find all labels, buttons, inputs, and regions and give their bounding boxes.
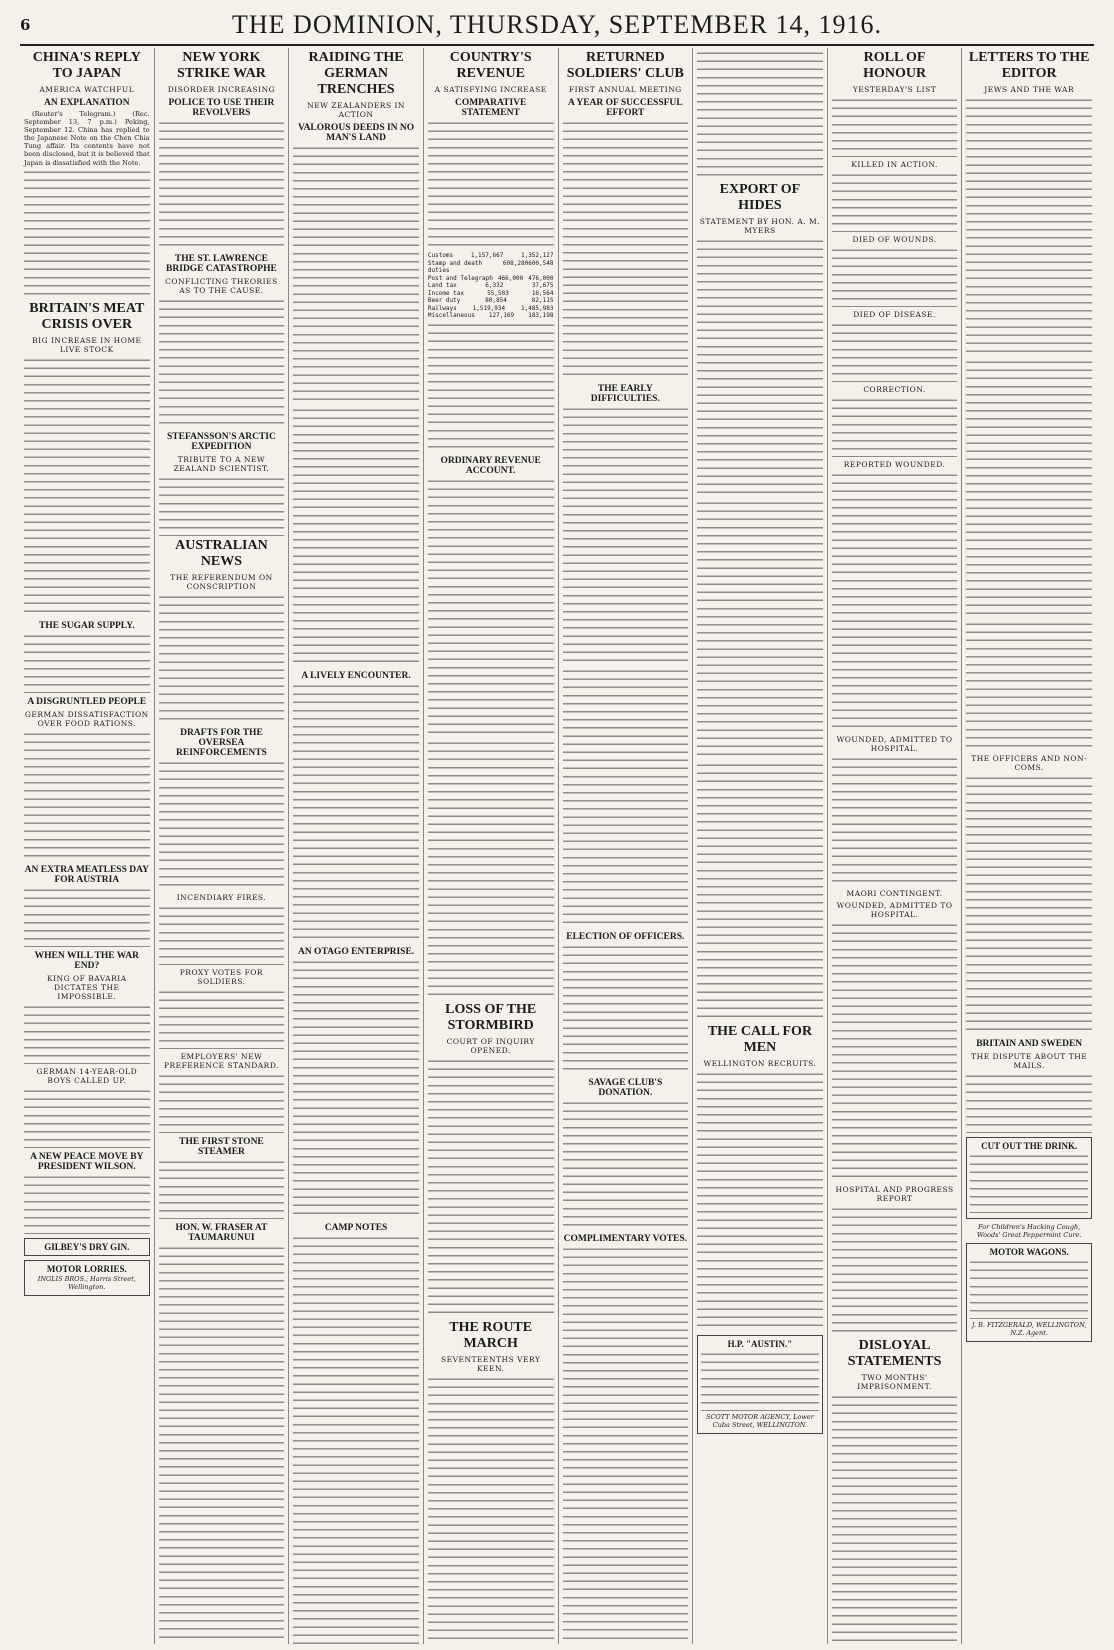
article-text <box>24 887 150 947</box>
sub-strike-1: DISORDER INCREASING <box>167 85 276 94</box>
article-text <box>697 1071 823 1331</box>
article-text <box>159 594 285 724</box>
article-text <box>563 120 689 380</box>
column-2 <box>155 48 290 1644</box>
sub-proxy: PROXY VOTES FOR SOLDIERS. <box>179 968 264 986</box>
article-text <box>563 406 689 666</box>
article-text <box>428 1058 554 1318</box>
sub-bridge: CONFLICTING THEORIES AS TO THE CAUSE. <box>165 277 278 295</box>
article-text <box>293 683 419 943</box>
article-text <box>159 905 285 965</box>
headline-fraser: HON. W. FRASER AT TAUMARUNUI <box>175 1223 268 1243</box>
table-row: Post and Telegraph 466,000 476,000 <box>427 274 554 282</box>
sub-mails: THE DISPUTE ABOUT THE MAILS. <box>971 1052 1088 1070</box>
article-text <box>832 472 958 732</box>
article-text <box>159 298 285 428</box>
headline-war-end: WHEN WILL THE WAR END? <box>34 950 139 971</box>
article-text <box>159 476 285 536</box>
headline-strike: NEW YORK STRIKE WAR <box>177 50 266 81</box>
article-text <box>832 172 958 232</box>
table-row: Customs 1,157,667 1,352,127 <box>427 252 554 259</box>
article-text <box>24 1088 150 1148</box>
article-text <box>832 97 958 157</box>
column-5 <box>559 48 694 1644</box>
headline-raid: RAIDING THE GERMAN TRENCHES <box>308 50 404 97</box>
sub-revenue-2: COMPARATIVE STATEMENT <box>454 98 527 118</box>
sub-war-end: KING OF BAVARIA DICTATES THE IMPOSSIBLE. <box>46 973 127 1001</box>
sub-savage: SAVAGE CLUB'S DONATION. <box>588 1078 663 1098</box>
sub-officers: THE OFFICERS AND NON-COMS. <box>971 754 1088 772</box>
headline-route: THE ROUTE MARCH <box>449 1319 533 1351</box>
sub-germany: GERMAN DISSATISFACTION OVER FOOD RATIONS. <box>24 709 149 728</box>
article-china: (Reuter's Telegram.) (Rec. September 13, 7 p.m.) Peking, September 12. China has replied to the Japanese Note on the Chen Chia Tung affair. Its contents have not been disclosed, but it is believed that Japan is dissatisfied with the Note. <box>24 110 150 167</box>
article-text <box>24 1174 150 1234</box>
article-text <box>832 756 958 886</box>
section-died-disease: DIED OF DISEASE. <box>853 310 936 319</box>
ad-gilbeys: GILBEY'S DRY GIN. <box>24 1238 150 1256</box>
sub-hides: STATEMENT BY HON. A. M. MYERS <box>699 217 821 235</box>
sub-route: SEVENTEENTHS VERY KEEN. <box>440 1354 541 1373</box>
ad-cough: For Children's Hacking Cough, Woods' Great Peppermint Cure. <box>976 1223 1082 1239</box>
table-row: Beer duty 80,854 82,115 <box>427 297 554 304</box>
article-text <box>832 397 958 457</box>
article-text <box>428 322 554 452</box>
article-text <box>966 621 1092 751</box>
headline-australian: AUSTRALIAN NEWS <box>175 538 268 569</box>
headline-hides: EXPORT OF HIDES <box>719 182 801 213</box>
ad-wagons: MOTOR WAGONS. J. B. FITZGERALD, WELLINGTON, N.Z. Agent. <box>966 1243 1092 1342</box>
article-text <box>966 97 1092 357</box>
article-text <box>563 1100 689 1230</box>
column-7 <box>828 48 963 1644</box>
sub-raid-1: NEW ZEALANDERS IN ACTION <box>307 101 405 119</box>
article-text <box>428 740 554 1000</box>
column-3 <box>289 48 424 1644</box>
article-text <box>24 357 150 617</box>
headline-stefansson: STEFANSSON'S ARCTIC EXPEDITION <box>167 432 276 452</box>
columns <box>20 48 1096 1644</box>
table-row: Stamp and death duties 608,280 600,548 <box>427 259 554 274</box>
article-text <box>832 1394 958 1644</box>
sub-encounter: A LIVELY ENCOUNTER. <box>301 671 411 681</box>
sub-call: WELLINGTON RECRUITS. <box>703 1059 817 1068</box>
article-text <box>697 762 823 1022</box>
headline-camp: CAMP NOTES <box>324 1223 388 1233</box>
page-number: 6 <box>20 16 31 34</box>
sub-employers: EMPLOYERS' NEW PREFERENCE STANDARD. <box>163 1052 279 1070</box>
column-8 <box>962 48 1096 1644</box>
article-text <box>293 959 419 1219</box>
article-text <box>428 478 554 738</box>
article-text <box>159 760 285 890</box>
article-text <box>24 169 150 299</box>
article-text <box>966 775 1092 1035</box>
article-text <box>832 1206 958 1336</box>
sub-meat: BIG INCREASE IN HOME LIVE STOCK <box>32 335 142 354</box>
section-wounded-hospital: WOUNDED, ADMITTED TO HOSPITAL. <box>836 735 953 753</box>
table-row: Miscellaneous 127,169 183,198 <box>427 312 554 319</box>
article-text <box>697 500 823 760</box>
headline-boys: GERMAN 14-YEAR-OLD BOYS CALLED UP. <box>36 1066 138 1085</box>
column-6 <box>693 48 828 1644</box>
article-text <box>159 1159 285 1219</box>
table-row: Land tax 6,332 37,675 <box>427 282 554 289</box>
table-row: Income tax 55,503 16,564 <box>427 289 554 297</box>
article-text <box>293 407 419 667</box>
sub-raid-2: VALOROUS DEEDS IN NO MAN'S LAND <box>297 123 415 143</box>
column-4 <box>424 48 559 1644</box>
masthead-title: THE DOMINION, THURSDAY, SEPTEMBER 14, 1916. <box>232 10 882 39</box>
article-text <box>966 359 1092 619</box>
article-text <box>832 922 958 1182</box>
sub-china-2: AN EXPLANATION <box>44 98 130 108</box>
article-text <box>966 1073 1092 1133</box>
headline-steamer: THE FIRST STONE STEAMER <box>179 1137 264 1157</box>
sub-china-1: AMERICA WATCHFUL <box>39 85 135 94</box>
article-text <box>428 1376 554 1645</box>
sub-australian: THE REFERENDUM ON CONSCRIPTION <box>170 573 273 591</box>
headline-china: CHINA'S REPLY TO JAPAN <box>32 50 141 81</box>
headline-club: RETURNED SOLDIERS' CLUB <box>566 50 684 81</box>
headline-drafts: DRAFTS FOR THE OVERSEA REINFORCEMENTS <box>176 728 267 758</box>
article-text <box>293 1235 419 1644</box>
sub-difficulties: THE EARLY DIFFICULTIES. <box>590 384 660 404</box>
article-text <box>159 1245 285 1644</box>
section-reported-wounded: REPORTED WOUNDED. <box>843 460 946 469</box>
ad-lorries: MOTOR LORRIES. INGLIS BROS., Harris Street, Wellington. <box>24 1260 150 1296</box>
headline-austria: AN EXTRA MEATLESS DAY FOR AUSTRIA <box>24 864 149 885</box>
article-text <box>293 145 419 405</box>
sub-stefansson: TRIBUTE TO A NEW ZEALAND SCIENTIST. <box>173 455 270 473</box>
headline-stormbird: LOSS OF THE STORMBIRD <box>445 1001 537 1033</box>
article-text <box>563 944 689 1074</box>
headline-call: THE CALL FOR MEN <box>707 1024 813 1055</box>
article-text <box>697 238 823 498</box>
article-text <box>159 989 285 1049</box>
ad-drink: CUT OUT THE DRINK. <box>966 1137 1092 1219</box>
sub-club-2: A YEAR OF SUCCESSFUL EFFORT <box>567 98 683 118</box>
sub-fires: INCENDIARY FIRES. <box>176 893 267 902</box>
sub-election: ELECTION OF OFFICERS. <box>566 932 685 942</box>
article-text <box>832 247 958 307</box>
sub-stormbird: COURT OF INQUIRY OPENED. <box>446 1036 535 1055</box>
headline-meat: BRITAIN'S MEAT CRISIS OVER <box>29 300 145 332</box>
sub-jews: JEWS AND THE WAR <box>984 85 1075 94</box>
headline-germany: A DISGRUNTLED PEOPLE <box>27 696 147 707</box>
article-text <box>24 1004 150 1064</box>
sub-ordinary: ORDINARY REVENUE ACCOUNT. <box>440 455 541 476</box>
article-text <box>24 731 150 861</box>
section-killed: KILLED IN ACTION. <box>851 160 938 169</box>
article-text <box>563 668 689 928</box>
sub-revenue-1: A SATISFYING INCREASE <box>434 85 547 94</box>
section-correction: CORRECTION. <box>863 385 926 394</box>
section-progress: HOSPITAL AND PROGRESS REPORT <box>835 1185 954 1203</box>
column-1 <box>20 48 155 1644</box>
headline-peace: A NEW PEACE MOVE BY PRESIDENT WILSON. <box>30 1151 144 1172</box>
ad-austin: H.P. "AUSTIN." SCOTT MOTOR AGENCY, Lower Cuba Street, WELLINGTON. <box>697 1335 823 1434</box>
section-maori-hospital: WOUNDED, ADMITTED TO HOSPITAL. <box>836 901 953 919</box>
sub-otago: AN OTAGO ENTERPRISE. <box>297 947 415 957</box>
article-text <box>832 322 958 382</box>
sub-strike-2: POLICE TO USE THEIR REVOLVERS <box>168 98 275 118</box>
headline-roll: ROLL OF HONOUR <box>863 50 927 81</box>
headline-mails: BRITAIN AND SWEDEN <box>976 1039 1083 1049</box>
headline-sugar: THE SUGAR SUPPLY. <box>38 620 135 631</box>
article-text <box>159 1073 285 1133</box>
article-text <box>159 120 285 250</box>
headline-revenue: COUNTRY'S REVENUE <box>449 50 532 81</box>
sub-complimentary: COMPLIMENTARY VOTES. <box>563 1234 687 1244</box>
article-text <box>697 50 823 180</box>
headline-bridge: THE ST. LAWRENCE BRIDGE CATASTROPHE <box>166 254 277 274</box>
article-text <box>24 633 150 693</box>
headline-letters: LETTERS TO THE EDITOR <box>968 50 1090 81</box>
sub-club-1: FIRST ANNUAL MEETING <box>568 85 682 94</box>
sub-roll: YESTERDAY'S LIST <box>852 85 937 94</box>
table-row: Railways 1,519,934 1,485,983 <box>427 304 554 312</box>
section-died-wounds: DIED OF WOUNDS. <box>852 235 937 244</box>
headline-disloyal: DISLOYAL STATEMENTS <box>847 1338 942 1369</box>
article-text <box>428 120 554 250</box>
masthead <box>20 6 1094 46</box>
sub-disloyal: TWO MONTHS' IMPRISONMENT. <box>857 1373 932 1391</box>
section-maori: MAORI CONTINGENT. <box>846 889 943 898</box>
article-text <box>563 1246 689 1644</box>
revenue-table <box>428 252 554 320</box>
